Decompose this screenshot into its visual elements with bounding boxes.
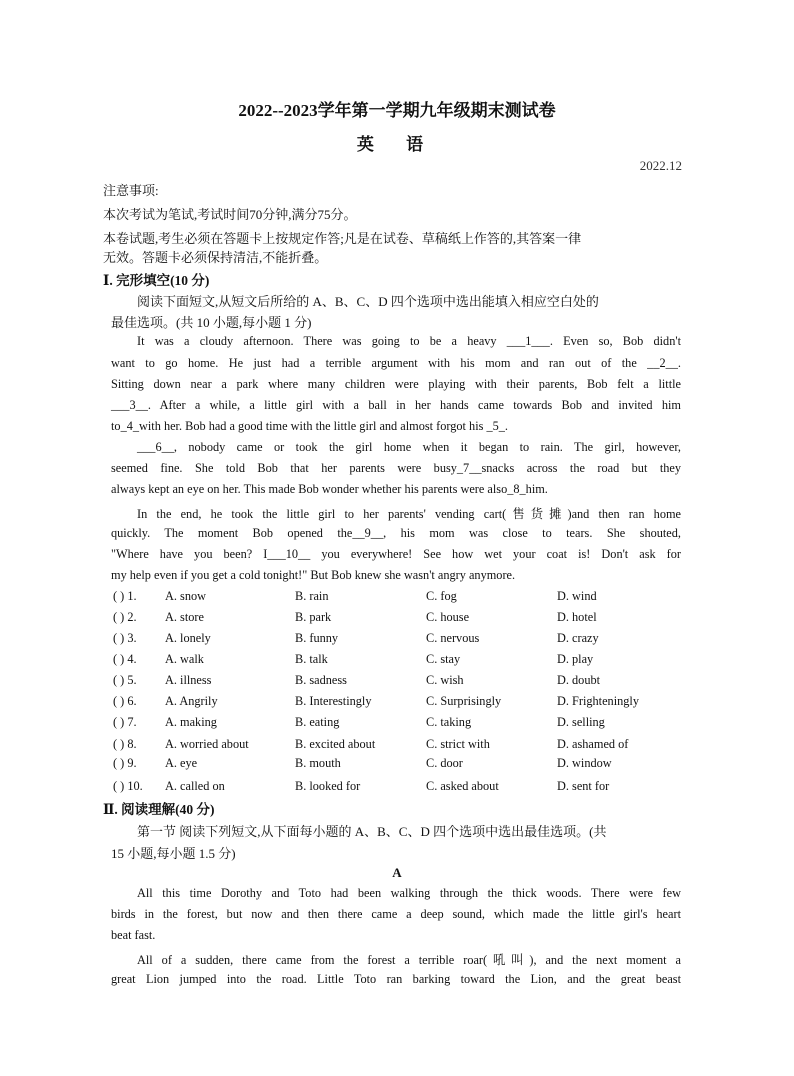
option-d: D. play — [557, 652, 594, 666]
passage-label: A — [392, 865, 402, 880]
question-number: ( ) 4. — [113, 652, 137, 666]
option-d: D. doubt — [557, 673, 601, 687]
option-a: A. illness — [165, 673, 212, 687]
option-a: A. Angrily — [165, 694, 218, 708]
notes-heading: 注意事项: — [103, 183, 159, 198]
passage-line: "Where have you been? I___10__ you everywhere! See how wet your coat is! Don't ask for — [111, 547, 681, 561]
section-instruction: 阅读下面短文,从短文后所给的 A、B、C、D 四个选项中选出能填入相应空白处的 — [137, 294, 599, 309]
question-row — [113, 737, 713, 755]
section-instruction: 15 小题,每小题 1.5 分) — [111, 846, 236, 861]
option-c: C. Surprisingly — [426, 694, 502, 708]
option-d: D. window — [557, 756, 612, 770]
option-b: B. talk — [295, 652, 328, 666]
passage-line: ___3__. After a while, a little girl with a ball in her hands came towards Bob and invited him — [111, 398, 681, 412]
subject-title: 英 语 — [356, 135, 438, 154]
question-number: ( ) 5. — [113, 673, 137, 687]
option-b: B. funny — [295, 631, 339, 645]
option-c: C. house — [426, 610, 470, 624]
notes-line: 本次考试为笔试,考试时间70分钟,满分75分。 — [103, 207, 357, 222]
option-c: C. strict with — [426, 737, 490, 751]
option-b: B. park — [295, 610, 332, 624]
question-row — [113, 694, 713, 712]
passage-line: want to go home. He just had a terrible argument with his mom and ran out of the __2__. — [111, 356, 681, 370]
option-c: C. fog — [426, 589, 457, 603]
option-d: D. sent for — [557, 779, 610, 793]
option-a: A. eye — [165, 756, 198, 770]
option-b: B. mouth — [295, 756, 341, 770]
option-d: D. Frighteningly — [557, 694, 639, 708]
option-b: B. excited about — [295, 737, 376, 751]
section-instruction: 第一节 阅读下列短文,从下面每小题的 A、B、C、D 四个选项中选出最佳选项。(共 — [137, 824, 607, 839]
notes-line: 无效。答题卡必须保持清洁,不能折叠。 — [103, 250, 328, 265]
option-d: D. ashamed of — [557, 737, 629, 751]
option-c: C. asked about — [426, 779, 499, 793]
passage-line: ___6__, nobody came or took the girl home when it began to rain. The girl, however, — [137, 440, 681, 454]
section-instruction: 最佳选项。(共 10 小题,每小题 1 分) — [111, 315, 312, 330]
question-number: ( ) 3. — [113, 631, 137, 645]
option-c: C. wish — [426, 673, 464, 687]
passage-line: All this time Dorothy and Toto had been walking through the thick woods. There were few — [137, 886, 681, 900]
option-a: A. walk — [165, 652, 204, 666]
option-d: D. hotel — [557, 610, 597, 624]
option-c: C. nervous — [426, 631, 480, 645]
passage-line: to_4_with her. Bob had a good time with the little girl and almost forgot his _5_. — [111, 419, 508, 433]
option-b: B. eating — [295, 715, 340, 729]
passage-line: quickly. The moment Bob opened the__9__, his mom was close to tears. She shouted, — [111, 526, 681, 540]
question-number: ( ) 6. — [113, 694, 137, 708]
option-b: B. looked for — [295, 779, 361, 793]
question-row — [113, 652, 713, 670]
question-number: ( ) 9. — [113, 756, 137, 770]
passage-line: In the end, he took the little girl to her parents' vending cart(售货摊)and then ran home — [137, 507, 681, 521]
passage-line: always kept an eye on her. This made Bob wonder whether his parents were also_8_him. — [111, 482, 548, 496]
passage-line: my help even if you get a cold tonight!" But Bob knew she wasn't angry anymore. — [111, 568, 516, 582]
option-a: A. worried about — [165, 737, 249, 751]
option-c: C. taking — [426, 715, 472, 729]
option-b: B. rain — [295, 589, 329, 603]
question-row — [113, 589, 713, 607]
section-heading: Ⅰ. 完形填空(10 分) — [103, 273, 210, 288]
passage-line: It was a cloudy afternoon. There was going to be a heavy ___1___. Even so, Bob didn't — [137, 334, 681, 348]
exam-date: 2022.12 — [639, 158, 682, 173]
option-b: B. Interestingly — [295, 694, 372, 708]
question-row — [113, 610, 713, 628]
question-number: ( ) 7. — [113, 715, 137, 729]
question-number: ( ) 2. — [113, 610, 137, 624]
exam-title: 2022--2023学年第一学期九年级期末测试卷 — [238, 101, 556, 120]
section-heading: Ⅱ. 阅读理解(40 分) — [103, 802, 215, 817]
option-d: D. crazy — [557, 631, 599, 645]
passage-line: seemed fine. She told Bob that her parents were busy_7__snacks across the road but they — [111, 461, 681, 475]
passage-line: Sitting down near a park where many children were playing with their parents, Bob felt a little — [111, 377, 681, 391]
passage-line: great Lion jumped into the road. Little Toto ran barking toward the Lion, and the great beast — [111, 972, 681, 986]
option-a: A. called on — [165, 779, 225, 793]
question-row — [113, 779, 713, 797]
option-d: D. selling — [557, 715, 605, 729]
question-row — [113, 631, 713, 649]
passage-line: All of a sudden, there came from the forest a terrible roar(吼叫), and the next moment a — [137, 953, 681, 967]
question-row — [113, 756, 713, 774]
option-a: A. store — [165, 610, 204, 624]
question-number: ( ) 1. — [113, 589, 137, 603]
option-a: A. snow — [165, 589, 206, 603]
option-a: A. lonely — [165, 631, 211, 645]
question-row — [113, 673, 713, 691]
option-b: B. sadness — [295, 673, 347, 687]
option-d: D. wind — [557, 589, 597, 603]
option-a: A. making — [165, 715, 217, 729]
passage-line: birds in the forest, but now and then there came a deep sound, which made the little girl's heart — [111, 907, 681, 921]
passage-line: beat fast. — [111, 928, 156, 942]
question-number: ( ) 10. — [113, 779, 143, 793]
question-row — [113, 715, 713, 733]
question-number: ( ) 8. — [113, 737, 137, 751]
notes-line: 本卷试题,考生必须在答题卡上按规定作答;凡是在试卷、草稿纸上作答的,其答案一律 — [103, 231, 582, 246]
option-c: C. door — [426, 756, 463, 770]
option-c: C. stay — [426, 652, 461, 666]
